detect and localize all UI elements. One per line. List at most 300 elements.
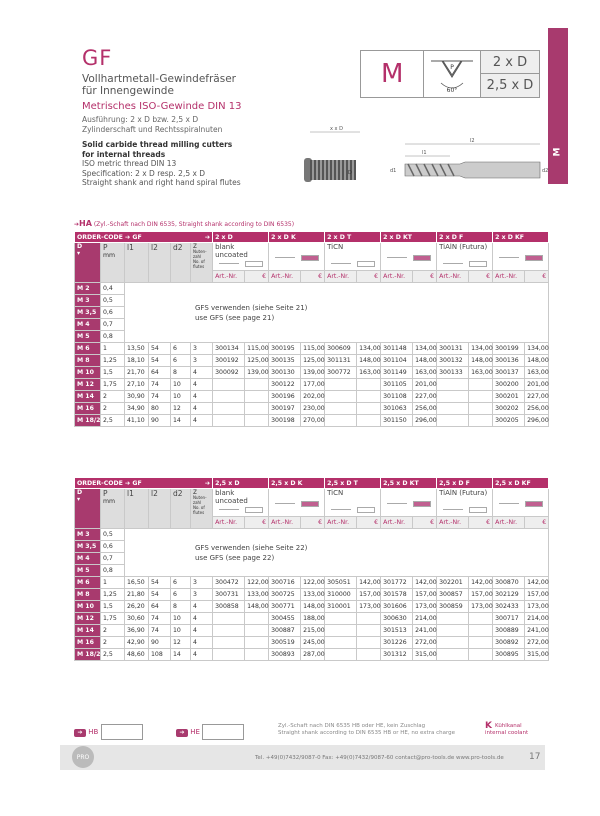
table-cell: 201,00	[413, 379, 437, 391]
art-label: Art.-Nr.	[437, 517, 469, 529]
header-nuten: Nuten-zahl	[193, 249, 207, 259]
table-cell: 21,70	[125, 367, 149, 379]
thread-size: M 16	[75, 637, 101, 649]
table-row	[75, 613, 549, 625]
table-cell: 241,00	[413, 625, 437, 637]
table-cell: 301578	[381, 589, 413, 601]
eur-label: €	[301, 517, 325, 529]
table-cell	[437, 637, 469, 649]
table-cell: 115,00	[245, 343, 269, 355]
thread-size: M 3,5	[75, 307, 101, 319]
table-cell	[245, 625, 269, 637]
col-header: 2,5 x D KT	[381, 478, 437, 489]
drawing-d: D	[348, 170, 352, 176]
table-cell: 300133	[437, 367, 469, 379]
material-box	[360, 50, 480, 98]
table-cell: 108	[149, 649, 171, 661]
table-cell	[325, 403, 357, 415]
table-cell: 14	[171, 649, 191, 661]
table-cell: 163,00	[413, 367, 437, 379]
table-cell: 163,00	[357, 367, 381, 379]
table-cell: 1,75	[101, 613, 125, 625]
table-cell: 301226	[381, 637, 413, 649]
desc-en-4: Specification: 2 x D resp. 2,5 x D	[82, 168, 206, 178]
tool-drawing	[290, 120, 555, 200]
table-cell	[357, 379, 381, 391]
table-cell: 14	[171, 415, 191, 427]
table-cell: 300134	[213, 343, 245, 355]
hb-label: HB	[88, 728, 99, 736]
ha-text: (Zyl.-Schaft nach DIN 6535, Straight shank according to DIN 6535)	[93, 221, 295, 228]
table-cell: 115,00	[301, 343, 325, 355]
table-cell: 4	[191, 403, 213, 415]
table-cell: 315,00	[525, 649, 549, 661]
table-cell: 300132	[437, 355, 469, 367]
art-label: Art.-Nr.	[325, 271, 357, 283]
desc-en-3: ISO metric thread DIN 13	[82, 159, 177, 168]
coating-label: blank	[215, 243, 235, 251]
coating-cell	[381, 489, 437, 517]
table-cell: 4	[191, 649, 213, 661]
table-cell	[325, 415, 357, 427]
hb-shank-icon	[101, 724, 143, 740]
footer-k	[485, 723, 528, 737]
table-cell	[357, 637, 381, 649]
table-cell: 10	[171, 379, 191, 391]
table-cell: 301104	[381, 355, 413, 367]
order-code-label: ORDER-CODE	[77, 233, 123, 241]
desc-de-2: Zylinderschaft und Rechtsspiralnuten	[82, 125, 223, 134]
table-cell: 300889	[493, 625, 525, 637]
thread-size: M 18/20	[75, 415, 101, 427]
table-cell: 54	[149, 589, 171, 601]
table-cell: 272,00	[525, 637, 549, 649]
footer-note1: Zyl.-Schaft nach DIN 6535 HB oder HE, kein Zuschlag	[278, 723, 426, 729]
coating-cell	[269, 489, 325, 517]
table-cell	[469, 637, 493, 649]
table-cell: 134,00	[469, 343, 493, 355]
thread-size: M 4	[75, 319, 101, 331]
table-cell: 148,00	[413, 355, 437, 367]
table-cell: 142,00	[469, 577, 493, 589]
coating-cell	[213, 489, 269, 517]
tool-icon	[215, 261, 266, 267]
art-label: Art.-Nr.	[381, 271, 413, 283]
table-cell	[469, 613, 493, 625]
header-d2-label: d2	[173, 489, 183, 498]
gfs-note	[125, 283, 549, 343]
thread-size: M 14	[75, 391, 101, 403]
table-cell: 122,00	[301, 577, 325, 589]
subtitle	[82, 73, 236, 97]
order-code-row	[75, 478, 549, 489]
table-cell: 48,60	[125, 649, 149, 661]
table-cell: 1,5	[101, 601, 125, 613]
table-cell: 74	[149, 379, 171, 391]
table-cell: 300858	[213, 601, 245, 613]
table-cell: 142,00	[413, 577, 437, 589]
table-row	[75, 625, 549, 637]
table-cell: 10	[171, 391, 191, 403]
pitch: 0,8	[101, 565, 125, 577]
table-cell: 1,25	[101, 355, 125, 367]
table-cell	[437, 415, 469, 427]
table-cell: 300092	[213, 367, 245, 379]
drawing-l1: l1	[422, 150, 427, 156]
order-code-row	[75, 232, 549, 243]
table-cell: 6	[171, 355, 191, 367]
table-cell	[469, 379, 493, 391]
table-cell	[245, 649, 269, 661]
thread-size: M 14	[75, 625, 101, 637]
table-cell	[437, 391, 469, 403]
table-cell	[213, 391, 245, 403]
header-z	[191, 489, 213, 529]
table-cell: 6	[171, 343, 191, 355]
table-row	[75, 529, 549, 541]
table-row	[75, 589, 549, 601]
table-cell	[213, 415, 245, 427]
table-cell: 133,00	[245, 589, 269, 601]
thread-size: M 8	[75, 355, 101, 367]
table-cell: 64	[149, 367, 171, 379]
art-label: Art.-Nr.	[493, 271, 525, 283]
eur-label: €	[301, 271, 325, 283]
thread-size: M 6	[75, 343, 101, 355]
table-cell: 148,00	[525, 355, 549, 367]
table-cell: 300201	[493, 391, 525, 403]
pitch: 0,8	[101, 331, 125, 343]
drawing-l2: l2	[470, 138, 475, 144]
table-cell: 300519	[269, 637, 301, 649]
eur-label: €	[469, 271, 493, 283]
footer-note2: Straight shank according to DIN 6535 HB or HE, no extra charge	[278, 730, 455, 736]
coating-label: uncoated	[215, 497, 248, 505]
table-cell: 1	[101, 343, 125, 355]
col-header: 2 x D KF	[493, 232, 549, 243]
table-cell: 157,00	[357, 589, 381, 601]
table-cell: 10	[171, 625, 191, 637]
thread-size: M 3,5	[75, 541, 101, 553]
table-cell: 10	[171, 613, 191, 625]
order-code-cell: ORDER-CODE ➔ GF ➔	[75, 232, 213, 243]
table-cell: 34,90	[125, 403, 149, 415]
table-cell: 300893	[269, 649, 301, 661]
table-cell: 296,00	[525, 415, 549, 427]
table-cell: 157,00	[469, 589, 493, 601]
header-d: D ▾	[75, 489, 101, 529]
table-cell: 3	[191, 355, 213, 367]
table-cell	[437, 649, 469, 661]
table-cell	[437, 625, 469, 637]
table-cell: 3	[191, 589, 213, 601]
header-row	[75, 243, 549, 271]
he-label: HE	[190, 728, 200, 736]
col-header: 2,5 x D K	[269, 478, 325, 489]
gfs-note-en: use GFS (see page 22)	[195, 553, 275, 562]
table-cell: 310001	[325, 601, 357, 613]
table-cell	[357, 625, 381, 637]
table-cell: 122,00	[245, 577, 269, 589]
table-cell	[437, 379, 469, 391]
header-p-label: P	[103, 243, 108, 252]
tool-icon	[271, 255, 322, 261]
footer-hb	[74, 724, 143, 740]
table-cell: 173,00	[357, 601, 381, 613]
table-cell: 188,00	[301, 613, 325, 625]
header-nuten: Nuten-zahl	[193, 495, 207, 505]
table-cell: 3	[191, 577, 213, 589]
table-cell: 300135	[269, 355, 301, 367]
table-cell: 300192	[213, 355, 245, 367]
header-d2-label: d2	[173, 243, 183, 252]
table-cell: 300196	[269, 391, 301, 403]
table-cell: 300455	[269, 613, 301, 625]
table-cell: 302433	[493, 601, 525, 613]
art-label: Art.-Nr.	[493, 517, 525, 529]
order-code-cell: ORDER-CODE ➔ GF ➔	[75, 478, 213, 489]
table-cell: 301772	[381, 577, 413, 589]
header-l2	[149, 243, 171, 283]
table-cell: 148,00	[245, 601, 269, 613]
table-cell: 301606	[381, 601, 413, 613]
table-cell	[245, 379, 269, 391]
coating-label: TiCN	[327, 489, 344, 497]
table-cell: 6	[171, 577, 191, 589]
eur-label: €	[469, 517, 493, 529]
coating-cell	[437, 489, 493, 517]
art-label: Art.-Nr.	[269, 517, 301, 529]
coating-cell	[269, 243, 325, 271]
table-row	[75, 367, 549, 379]
table-row	[75, 391, 549, 403]
table-cell: 3	[191, 343, 213, 355]
table-cell: 301148	[381, 343, 413, 355]
col-header: 2 x D T	[325, 232, 381, 243]
table-cell: 300200	[493, 379, 525, 391]
table-cell: 134,00	[525, 343, 549, 355]
header-mm: mm	[103, 498, 116, 505]
table-cell	[213, 649, 245, 661]
pitch: 0,7	[101, 553, 125, 565]
table-cell: 245,00	[301, 637, 325, 649]
desc-en-5: Straight shank and right hand spiral flutes	[82, 178, 241, 187]
table-cell: 177,00	[301, 379, 325, 391]
table-cell: 90	[149, 415, 171, 427]
company-logo: PRO	[72, 746, 94, 768]
table-cell	[245, 637, 269, 649]
gfs-note-de: GFS verwenden (siehe Seite 21)	[195, 303, 308, 312]
header-d-label: D	[77, 243, 83, 250]
eur-label: €	[525, 271, 549, 283]
tool-icon	[495, 501, 546, 507]
table-cell: 139,00	[301, 367, 325, 379]
eur-label: €	[525, 517, 549, 529]
pitch: 0,4	[101, 283, 125, 295]
header-p-label: P	[103, 489, 108, 498]
table-cell	[357, 649, 381, 661]
table-cell: 90	[149, 637, 171, 649]
drawing-xd: x x D	[330, 126, 343, 132]
table-cell	[469, 415, 493, 427]
col-header: 2,5 x D	[213, 478, 269, 489]
table-cell: 310000	[325, 589, 357, 601]
eur-label: €	[357, 517, 381, 529]
pitch: 0,6	[101, 307, 125, 319]
table-cell: 300609	[325, 343, 357, 355]
thread-size: M 2	[75, 283, 101, 295]
table-cell: 4	[191, 415, 213, 427]
table-cell: 13,50	[125, 343, 149, 355]
table-cell: 1	[101, 577, 125, 589]
table-cell: 301150	[381, 415, 413, 427]
col-header: 2,5 x D F	[437, 478, 493, 489]
tool-icon	[439, 261, 490, 267]
coating-label: TiAlN (Futura)	[439, 489, 488, 497]
table-cell	[325, 625, 357, 637]
desc-de	[82, 115, 222, 135]
table-cell: 301312	[381, 649, 413, 661]
profile-p-label: P	[450, 64, 455, 71]
coating-cell	[325, 243, 381, 271]
table-cell	[325, 613, 357, 625]
table-cell	[325, 379, 357, 391]
coating-cell	[325, 489, 381, 517]
pitch: 0,7	[101, 319, 125, 331]
table-cell: 300630	[381, 613, 413, 625]
table-cell	[213, 637, 245, 649]
thread-size: M 4	[75, 553, 101, 565]
table-cell	[245, 415, 269, 427]
table-cell: 41,10	[125, 415, 149, 427]
tool-icon	[383, 255, 434, 261]
table-cell	[325, 649, 357, 661]
table-cell: 300137	[493, 367, 525, 379]
table-cell	[325, 391, 357, 403]
table-cell: 8	[171, 367, 191, 379]
contact-line: Tel. +49(0)7432/9087-0 Fax: +49(0)7432/9087-60 contact@pro-tools.de www.pro-tools.de	[255, 755, 504, 761]
table-cell: 64	[149, 601, 171, 613]
table-row	[75, 577, 549, 589]
order-code-gf: GF	[132, 233, 142, 241]
table-cell: 42,90	[125, 637, 149, 649]
table-cell: 2	[101, 403, 125, 415]
coating-label: blank	[215, 489, 235, 497]
table-cell: 4	[191, 601, 213, 613]
table-cell: 287,00	[301, 649, 325, 661]
coating-label: uncoated	[215, 251, 248, 259]
thread-size: M 5	[75, 331, 101, 343]
table-cell: 21,80	[125, 589, 149, 601]
table-cell: 142,00	[525, 577, 549, 589]
drawing-d1: d1	[390, 168, 397, 174]
dim-25xd: 2,5 x D	[486, 78, 534, 93]
table-cell: 148,00	[301, 601, 325, 613]
eur-label: €	[413, 517, 437, 529]
footer-he	[176, 724, 244, 740]
table-cell: 30,90	[125, 391, 149, 403]
table-cell: 173,00	[469, 601, 493, 613]
col-header: 2 x D KT	[381, 232, 437, 243]
table-cell	[213, 625, 245, 637]
table-cell: 214,00	[413, 613, 437, 625]
table-cell: 74	[149, 613, 171, 625]
eur-label: €	[245, 517, 269, 529]
ha-note: ➔HA (Zyl.-Schaft nach DIN 6535, Straight shank according to DIN 6535)	[74, 219, 295, 228]
table-cell: 300892	[493, 637, 525, 649]
header-z-label: z	[193, 241, 197, 250]
header-l2-label: l2	[151, 489, 158, 498]
table-cell	[213, 613, 245, 625]
table-cell	[437, 613, 469, 625]
table-cell: 173,00	[413, 601, 437, 613]
coating-cell	[437, 243, 493, 271]
table-25xd	[74, 477, 549, 661]
tool-icon	[215, 507, 266, 513]
table-cell	[357, 415, 381, 427]
coating-label: TiAlN (Futura)	[439, 243, 488, 251]
table-cell: 4	[191, 379, 213, 391]
thread-size: M 5	[75, 565, 101, 577]
thread-size: M 18/20	[75, 649, 101, 661]
coating-cell	[493, 489, 549, 517]
table-cell: 300197	[269, 403, 301, 415]
art-label: Art.-Nr.	[437, 271, 469, 283]
table-cell	[213, 403, 245, 415]
header-z-label: z	[193, 487, 197, 496]
ha-code: HA	[79, 219, 92, 228]
table-cell: 4	[191, 625, 213, 637]
table-cell: 18,10	[125, 355, 149, 367]
table-cell: 125,00	[245, 355, 269, 367]
thread-size: M 10	[75, 601, 101, 613]
eur-label: €	[245, 271, 269, 283]
col-header: 2 x D	[213, 232, 269, 243]
thread-size: M 3	[75, 295, 101, 307]
header-d-label: D	[77, 489, 83, 496]
coating-label: TiCN	[327, 243, 344, 251]
desc-de-1: Ausführung: 2 x D bzw. 2,5 x D	[82, 115, 199, 124]
desc-en-2: for internal threads	[82, 149, 166, 159]
art-label: Art.-Nr.	[213, 517, 245, 529]
table-cell	[437, 403, 469, 415]
table-row	[75, 415, 549, 427]
table-cell: 300131	[437, 343, 469, 355]
col-header: 2,5 x D KF	[493, 478, 549, 489]
k-coolant: internal coolant	[485, 730, 529, 736]
art-label: Art.-Nr.	[325, 517, 357, 529]
k-kuehl: Kühlkanal	[494, 723, 522, 729]
table-cell: 1,5	[101, 367, 125, 379]
page-title: GF	[82, 46, 113, 70]
table-cell: 74	[149, 625, 171, 637]
pitch: 0,6	[101, 541, 125, 553]
table-cell: 36,90	[125, 625, 149, 637]
table-cell: 301513	[381, 625, 413, 637]
thread-size: M 8	[75, 589, 101, 601]
table-cell: 26,20	[125, 601, 149, 613]
table-cell: 227,00	[525, 391, 549, 403]
table-cell: 27,10	[125, 379, 149, 391]
header-l1-label: l1	[127, 489, 134, 498]
gfs-note-en: use GFS (see page 21)	[195, 313, 275, 322]
table-cell: 300199	[493, 343, 525, 355]
header-l1	[125, 243, 149, 283]
table-cell	[469, 403, 493, 415]
pitch: 0,5	[101, 295, 125, 307]
table-row	[75, 283, 549, 295]
table-cell: 54	[149, 355, 171, 367]
